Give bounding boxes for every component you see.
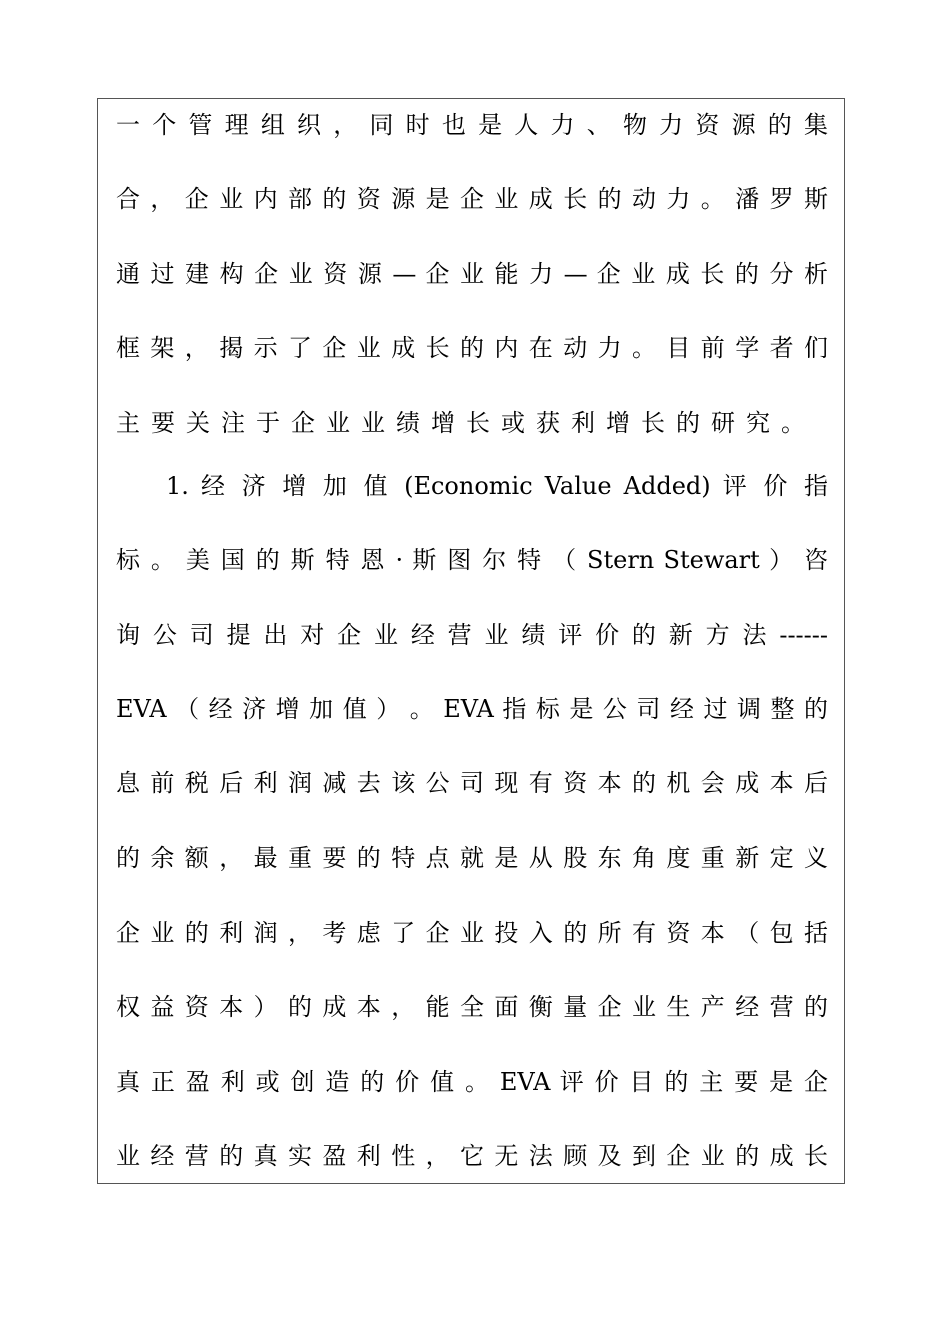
text-line: 标 。 美 国 的 斯 特 恩 · 斯 图 尔 特 （ Stern Stewart ） 咨 — [116, 546, 828, 574]
text-line: 息 前 税 后 利 润 减 去 该 公 司 现 有 资 本 的 机 会 成 本 后 — [116, 769, 828, 797]
document-frame — [97, 98, 845, 1184]
text-line: 企 业 的 利 润 ， 考 虑 了 企 业 投 入 的 所 有 资 本 （ 包 括 — [116, 919, 828, 947]
text-line: EVA （ 经 济 增 加 值 ） 。 EVA 指 标 是 公 司 经 过 调 整 的 — [116, 695, 828, 723]
text-line: 真 正 盈 利 或 创 造 的 价 值 。 EVA 评 价 目 的 主 要 是 企 — [116, 1068, 828, 1096]
text-line: 业 经 营 的 真 实 盈 利 性 ， 它 无 法 顾 及 到 企 业 的 成 长 — [116, 1142, 828, 1170]
text-line: 主要关注于企业业绩增长或获利增长的研究。 — [116, 409, 816, 437]
text-line: 的 余 额 ， 最 重 要 的 特 点 就 是 从 股 东 角 度 重 新 定 义 — [116, 844, 828, 872]
text-line: 一 个 管 理 组 织 ， 同 时 也 是 人 力 、 物 力 资 源 的 集 — [116, 111, 828, 139]
text-line: 框 架 ， 揭 示 了 企 业 成 长 的 内 在 动 力 。 目 前 学 者 们 — [116, 334, 828, 362]
text-line: 通 过 建 构 企 业 资 源 — 企 业 能 力 — 企 业 成 长 的 分 析 — [116, 260, 828, 288]
text-line: 合 ， 企 业 内 部 的 资 源 是 企 业 成 长 的 动 力 。 潘 罗 斯 — [116, 185, 828, 213]
text-line: 询 公 司 提 出 对 企 业 经 营 业 绩 评 价 的 新 方 法 ------ — [116, 621, 828, 649]
text-line: 权 益 资 本 ） 的 成 本 ， 能 全 面 衡 量 企 业 生 产 经 营 的 — [116, 993, 828, 1021]
text-line: 1. 经 济 增 加 值 (Economic Value Added) 评 价 指 — [166, 472, 828, 500]
